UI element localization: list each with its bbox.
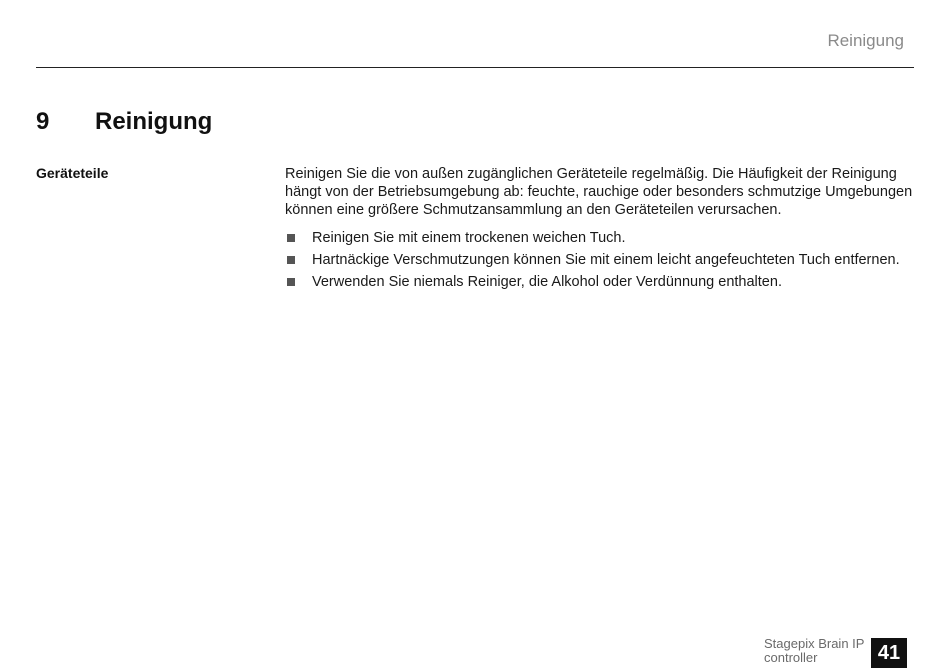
list-item — [285, 251, 915, 269]
intro-paragraph: Reinigen Sie die von außen zugänglichen Geräteteile regelmäßig. Die Häufigkeit der Reinigung hängt von der Betriebsumgebung ab: feuchte, rauchige oder besonders schmutzige Umgebungen können eine größere Schmutzansammlung an den Geräteteilen verursachen. — [285, 166, 913, 218]
header-rule — [36, 67, 914, 68]
square-bullet-icon — [287, 256, 295, 264]
chapter-heading — [36, 108, 212, 136]
footer-product-name: Stagepix Brain IP controller — [764, 636, 865, 665]
list-item — [285, 273, 915, 291]
bullet-list — [285, 229, 915, 291]
section-body — [285, 165, 915, 295]
page-number: 41 — [871, 638, 907, 668]
list-item-text: Hartnäckige Verschmutzungen können Sie mit einem leicht angefeuchteten Tuch entfernen. — [312, 252, 900, 268]
list-item — [285, 229, 915, 247]
list-item-text: Reinigen Sie mit einem trockenen weichen Tuch. — [312, 230, 626, 246]
chapter-title: Reinigung — [95, 108, 213, 135]
square-bullet-icon — [287, 234, 295, 242]
chapter-number: 9 — [36, 108, 50, 135]
section-label: Geräteteile — [36, 165, 109, 181]
square-bullet-icon — [287, 278, 295, 286]
running-header: Reinigung — [827, 31, 904, 50]
list-item-text: Verwenden Sie niemals Reiniger, die Alkohol oder Verdünnung enthalten. — [312, 274, 782, 290]
